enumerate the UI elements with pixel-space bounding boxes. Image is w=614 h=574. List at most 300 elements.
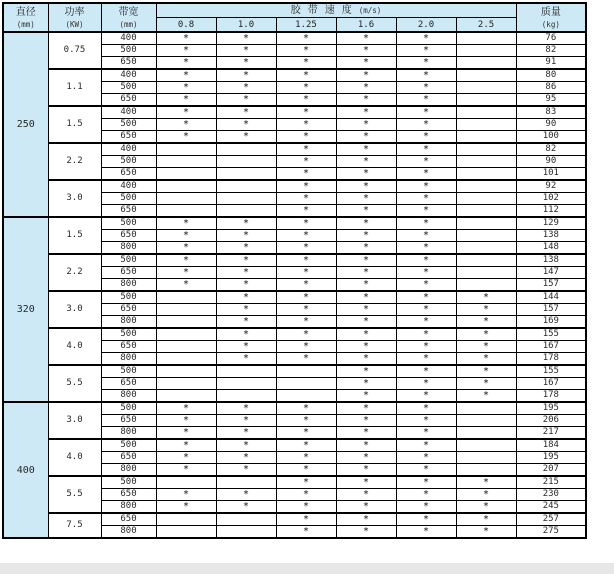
- mass-cell: 138: [516, 230, 586, 242]
- belt-width-cell: 500: [101, 402, 156, 415]
- star-cell: *: [396, 156, 456, 168]
- star-cell: *: [216, 217, 276, 230]
- belt-width-cell: 500: [101, 439, 156, 452]
- star-cell: [456, 82, 516, 94]
- star-cell: [156, 526, 216, 539]
- star-cell: *: [336, 304, 396, 316]
- header-diameter: [3, 3, 48, 32]
- star-cell: *: [276, 131, 336, 144]
- belt-width-cell: 650: [101, 205, 156, 218]
- star-cell: *: [396, 378, 456, 390]
- star-cell: *: [156, 254, 216, 267]
- star-cell: *: [396, 254, 456, 267]
- star-cell: *: [396, 69, 456, 82]
- star-cell: *: [396, 57, 456, 70]
- star-cell: [456, 217, 516, 230]
- star-cell: *: [336, 267, 396, 279]
- belt-width-cell: 650: [101, 489, 156, 501]
- star-cell: [156, 513, 216, 526]
- mass-cell: 101: [516, 168, 586, 181]
- star-cell: *: [216, 316, 276, 329]
- star-cell: *: [156, 57, 216, 70]
- belt-width-cell: 650: [101, 131, 156, 144]
- star-cell: [216, 378, 276, 390]
- star-cell: *: [456, 390, 516, 403]
- star-cell: *: [156, 427, 216, 440]
- star-cell: *: [156, 94, 216, 107]
- star-cell: [156, 168, 216, 181]
- star-cell: *: [396, 291, 456, 304]
- mass-cell: 217: [516, 427, 586, 440]
- mass-cell: 129: [516, 217, 586, 230]
- mass-cell: 138: [516, 254, 586, 267]
- belt-width-cell: 650: [101, 378, 156, 390]
- power-cell: 4.0: [48, 328, 101, 365]
- star-cell: [456, 94, 516, 107]
- star-cell: *: [336, 378, 396, 390]
- header-mass-title: 质量: [540, 6, 561, 18]
- star-cell: [276, 390, 336, 403]
- speed-value-1.6: 1.6: [336, 18, 396, 33]
- mass-cell: 148: [516, 242, 586, 255]
- star-cell: *: [216, 415, 276, 427]
- star-cell: *: [336, 180, 396, 193]
- belt-width-cell: 800: [101, 279, 156, 292]
- star-cell: [456, 57, 516, 70]
- star-cell: *: [216, 279, 276, 292]
- belt-width-cell: 650: [101, 168, 156, 181]
- star-cell: *: [336, 217, 396, 230]
- star-cell: *: [216, 402, 276, 415]
- mass-cell: 83: [516, 106, 586, 119]
- star-cell: *: [456, 328, 516, 341]
- mass-cell: 155: [516, 365, 586, 378]
- star-cell: *: [456, 501, 516, 514]
- star-cell: *: [156, 69, 216, 82]
- mass-cell: 167: [516, 341, 586, 353]
- star-cell: *: [276, 427, 336, 440]
- mass-cell: 112: [516, 205, 586, 218]
- header-mass: [516, 3, 586, 32]
- power-cell: 7.5: [48, 513, 101, 538]
- star-cell: *: [276, 106, 336, 119]
- star-cell: *: [336, 390, 396, 403]
- star-cell: *: [156, 106, 216, 119]
- star-cell: [456, 279, 516, 292]
- belt-width-cell: 500: [101, 365, 156, 378]
- star-cell: *: [396, 316, 456, 329]
- star-cell: [456, 205, 516, 218]
- star-cell: [456, 254, 516, 267]
- star-cell: *: [276, 279, 336, 292]
- star-cell: *: [336, 452, 396, 464]
- header-power-unit: (KW): [65, 19, 84, 29]
- star-cell: *: [396, 242, 456, 255]
- spec-table: [2, 2, 587, 539]
- star-cell: *: [216, 82, 276, 94]
- star-cell: [156, 390, 216, 403]
- speed-value-1.0: 1.0: [216, 18, 276, 33]
- belt-width-cell: 500: [101, 156, 156, 168]
- power-cell: 1.5: [48, 106, 101, 143]
- star-cell: [456, 119, 516, 131]
- belt-width-cell: 800: [101, 353, 156, 366]
- star-cell: *: [216, 464, 276, 477]
- star-cell: *: [216, 341, 276, 353]
- star-cell: *: [276, 304, 336, 316]
- page-bottom-margin: [0, 563, 614, 574]
- table-row: [3, 439, 586, 452]
- star-cell: [456, 415, 516, 427]
- star-cell: *: [336, 402, 396, 415]
- star-cell: [156, 156, 216, 168]
- star-cell: *: [336, 316, 396, 329]
- belt-width-cell: 400: [101, 69, 156, 82]
- table-row: [3, 365, 586, 378]
- star-cell: *: [396, 476, 456, 489]
- star-cell: *: [456, 304, 516, 316]
- star-cell: [456, 143, 516, 156]
- star-cell: [216, 193, 276, 205]
- star-cell: [156, 328, 216, 341]
- star-cell: *: [396, 365, 456, 378]
- star-cell: *: [216, 304, 276, 316]
- star-cell: *: [396, 452, 456, 464]
- star-cell: [156, 476, 216, 489]
- table-body: [3, 32, 586, 538]
- header-power-title: 功率: [64, 6, 85, 18]
- star-cell: *: [156, 402, 216, 415]
- power-cell: 3.0: [48, 402, 101, 439]
- star-cell: [156, 378, 216, 390]
- star-cell: *: [276, 353, 336, 366]
- star-cell: [156, 341, 216, 353]
- star-cell: *: [396, 217, 456, 230]
- star-cell: *: [456, 378, 516, 390]
- star-cell: *: [396, 341, 456, 353]
- star-cell: *: [216, 69, 276, 82]
- power-cell: 4.0: [48, 439, 101, 476]
- star-cell: [456, 464, 516, 477]
- mass-cell: 206: [516, 415, 586, 427]
- star-cell: *: [156, 32, 216, 45]
- star-cell: *: [156, 489, 216, 501]
- belt-width-cell: 650: [101, 341, 156, 353]
- header-belt-width: [101, 3, 156, 32]
- star-cell: [276, 365, 336, 378]
- star-cell: *: [396, 45, 456, 57]
- power-cell: 2.2: [48, 143, 101, 180]
- star-cell: [456, 402, 516, 415]
- star-cell: *: [216, 353, 276, 366]
- star-cell: *: [396, 32, 456, 45]
- star-cell: *: [396, 94, 456, 107]
- star-cell: *: [156, 464, 216, 477]
- star-cell: *: [156, 242, 216, 255]
- star-cell: *: [276, 217, 336, 230]
- header-belt-width-unit: (mm): [119, 19, 138, 29]
- table-row: [3, 476, 586, 489]
- mass-cell: 90: [516, 156, 586, 168]
- star-cell: *: [336, 168, 396, 181]
- header-belt-speed-unit: (m/s): [358, 5, 382, 15]
- star-cell: [456, 267, 516, 279]
- star-cell: [456, 69, 516, 82]
- star-cell: [456, 193, 516, 205]
- star-cell: *: [396, 82, 456, 94]
- star-cell: *: [396, 267, 456, 279]
- star-cell: [456, 156, 516, 168]
- star-cell: [456, 131, 516, 144]
- star-cell: *: [276, 415, 336, 427]
- star-cell: *: [276, 267, 336, 279]
- table-row: [3, 32, 586, 45]
- belt-width-cell: 400: [101, 106, 156, 119]
- table-row: [3, 143, 586, 156]
- star-cell: *: [216, 328, 276, 341]
- star-cell: *: [216, 254, 276, 267]
- belt-width-cell: 800: [101, 316, 156, 329]
- star-cell: *: [156, 230, 216, 242]
- star-cell: *: [276, 32, 336, 45]
- mass-cell: 155: [516, 328, 586, 341]
- star-cell: *: [336, 341, 396, 353]
- star-cell: [456, 32, 516, 45]
- star-cell: [456, 427, 516, 440]
- star-cell: *: [396, 180, 456, 193]
- star-cell: *: [156, 501, 216, 514]
- mass-cell: 82: [516, 45, 586, 57]
- star-cell: *: [276, 57, 336, 70]
- star-cell: *: [216, 291, 276, 304]
- mass-cell: 95: [516, 94, 586, 107]
- mass-cell: 257: [516, 513, 586, 526]
- star-cell: *: [336, 143, 396, 156]
- belt-width-cell: 500: [101, 82, 156, 94]
- star-cell: *: [396, 328, 456, 341]
- star-cell: [216, 526, 276, 539]
- mass-cell: 92: [516, 180, 586, 193]
- star-cell: *: [336, 365, 396, 378]
- star-cell: *: [396, 193, 456, 205]
- star-cell: *: [216, 94, 276, 107]
- belt-width-cell: 650: [101, 94, 156, 107]
- star-cell: [156, 291, 216, 304]
- star-cell: *: [456, 513, 516, 526]
- star-cell: *: [156, 415, 216, 427]
- header-belt-speed-title: 胶带速度: [290, 4, 359, 16]
- star-cell: *: [336, 242, 396, 255]
- belt-width-cell: 500: [101, 476, 156, 489]
- belt-width-cell: 800: [101, 390, 156, 403]
- star-cell: *: [336, 119, 396, 131]
- mass-cell: 144: [516, 291, 586, 304]
- star-cell: *: [396, 119, 456, 131]
- belt-width-cell: 800: [101, 242, 156, 255]
- power-cell: 3.0: [48, 180, 101, 217]
- star-cell: [456, 452, 516, 464]
- star-cell: [156, 316, 216, 329]
- speed-value-2.5: 2.5: [456, 18, 516, 33]
- mass-cell: 100: [516, 131, 586, 144]
- mass-cell: 195: [516, 402, 586, 415]
- speed-value-1.25: 1.25: [276, 18, 336, 33]
- star-cell: [156, 205, 216, 218]
- star-cell: *: [456, 489, 516, 501]
- star-cell: *: [396, 415, 456, 427]
- header-diameter-unit: (mm): [16, 19, 35, 29]
- star-cell: *: [216, 106, 276, 119]
- mass-cell: 169: [516, 316, 586, 329]
- mass-cell: 86: [516, 82, 586, 94]
- star-cell: [456, 106, 516, 119]
- mass-cell: 80: [516, 69, 586, 82]
- mass-cell: 215: [516, 476, 586, 489]
- star-cell: *: [276, 119, 336, 131]
- star-cell: [456, 180, 516, 193]
- star-cell: [216, 168, 276, 181]
- power-cell: 5.5: [48, 365, 101, 402]
- mass-cell: 245: [516, 501, 586, 514]
- belt-width-cell: 650: [101, 415, 156, 427]
- star-cell: *: [156, 217, 216, 230]
- header-belt-width-title: 带宽: [118, 6, 139, 18]
- star-cell: *: [216, 267, 276, 279]
- belt-width-cell: 500: [101, 254, 156, 267]
- star-cell: *: [396, 143, 456, 156]
- star-cell: *: [396, 526, 456, 539]
- power-cell: 0.75: [48, 32, 101, 69]
- star-cell: *: [276, 69, 336, 82]
- star-cell: *: [276, 489, 336, 501]
- mass-cell: 195: [516, 452, 586, 464]
- star-cell: *: [396, 427, 456, 440]
- star-cell: *: [396, 464, 456, 477]
- mass-cell: 275: [516, 526, 586, 539]
- star-cell: *: [216, 32, 276, 45]
- star-cell: *: [276, 341, 336, 353]
- star-cell: *: [336, 353, 396, 366]
- star-cell: [456, 45, 516, 57]
- star-cell: *: [276, 205, 336, 218]
- star-cell: [216, 205, 276, 218]
- star-cell: *: [156, 279, 216, 292]
- header-mass-unit: (kg): [541, 19, 560, 29]
- star-cell: *: [336, 415, 396, 427]
- star-cell: *: [336, 513, 396, 526]
- star-cell: [216, 390, 276, 403]
- star-cell: *: [276, 316, 336, 329]
- star-cell: *: [456, 476, 516, 489]
- star-cell: *: [396, 230, 456, 242]
- star-cell: *: [276, 180, 336, 193]
- star-cell: [216, 365, 276, 378]
- table-row: [3, 513, 586, 526]
- star-cell: *: [396, 353, 456, 366]
- table-row: [3, 254, 586, 267]
- star-cell: *: [216, 57, 276, 70]
- star-cell: *: [276, 476, 336, 489]
- star-cell: [156, 353, 216, 366]
- table-header: [3, 3, 586, 32]
- star-cell: *: [156, 267, 216, 279]
- mass-cell: 157: [516, 279, 586, 292]
- star-cell: *: [276, 439, 336, 452]
- mass-cell: 167: [516, 378, 586, 390]
- star-cell: *: [336, 464, 396, 477]
- star-cell: *: [276, 193, 336, 205]
- star-cell: *: [336, 427, 396, 440]
- star-cell: *: [156, 82, 216, 94]
- star-cell: [216, 156, 276, 168]
- star-cell: *: [396, 489, 456, 501]
- star-cell: *: [396, 513, 456, 526]
- star-cell: *: [336, 328, 396, 341]
- star-cell: *: [216, 119, 276, 131]
- star-cell: [216, 513, 276, 526]
- star-cell: *: [396, 402, 456, 415]
- mass-cell: 76: [516, 32, 586, 45]
- belt-width-cell: 400: [101, 32, 156, 45]
- mass-cell: 82: [516, 143, 586, 156]
- star-cell: *: [156, 131, 216, 144]
- star-cell: *: [336, 279, 396, 292]
- belt-width-cell: 400: [101, 143, 156, 156]
- mass-cell: 157: [516, 304, 586, 316]
- star-cell: *: [456, 316, 516, 329]
- star-cell: *: [336, 439, 396, 452]
- star-cell: *: [336, 476, 396, 489]
- header-diameter-title: 直径: [15, 6, 36, 18]
- star-cell: *: [336, 156, 396, 168]
- star-cell: *: [156, 119, 216, 131]
- star-cell: *: [336, 291, 396, 304]
- star-cell: *: [276, 242, 336, 255]
- belt-width-cell: 800: [101, 464, 156, 477]
- star-cell: *: [396, 304, 456, 316]
- star-cell: *: [216, 242, 276, 255]
- star-cell: [216, 180, 276, 193]
- star-cell: *: [336, 193, 396, 205]
- mass-cell: 230: [516, 489, 586, 501]
- star-cell: *: [276, 464, 336, 477]
- mass-cell: 102: [516, 193, 586, 205]
- star-cell: *: [336, 94, 396, 107]
- star-cell: *: [396, 205, 456, 218]
- mass-cell: 90: [516, 119, 586, 131]
- star-cell: *: [396, 501, 456, 514]
- star-cell: *: [216, 439, 276, 452]
- diameter-cell: 250: [3, 32, 48, 217]
- power-cell: 1.5: [48, 217, 101, 254]
- belt-width-cell: 650: [101, 452, 156, 464]
- star-cell: *: [216, 230, 276, 242]
- star-cell: *: [156, 439, 216, 452]
- belt-width-cell: 800: [101, 526, 156, 539]
- star-cell: *: [156, 45, 216, 57]
- mass-cell: 147: [516, 267, 586, 279]
- star-cell: *: [276, 402, 336, 415]
- star-cell: *: [336, 489, 396, 501]
- star-cell: *: [276, 230, 336, 242]
- star-cell: *: [216, 452, 276, 464]
- speed-value-2.0: 2.0: [396, 18, 456, 33]
- star-cell: *: [456, 526, 516, 539]
- belt-width-cell: 800: [101, 501, 156, 514]
- star-cell: *: [276, 168, 336, 181]
- star-cell: *: [396, 390, 456, 403]
- belt-width-cell: 650: [101, 230, 156, 242]
